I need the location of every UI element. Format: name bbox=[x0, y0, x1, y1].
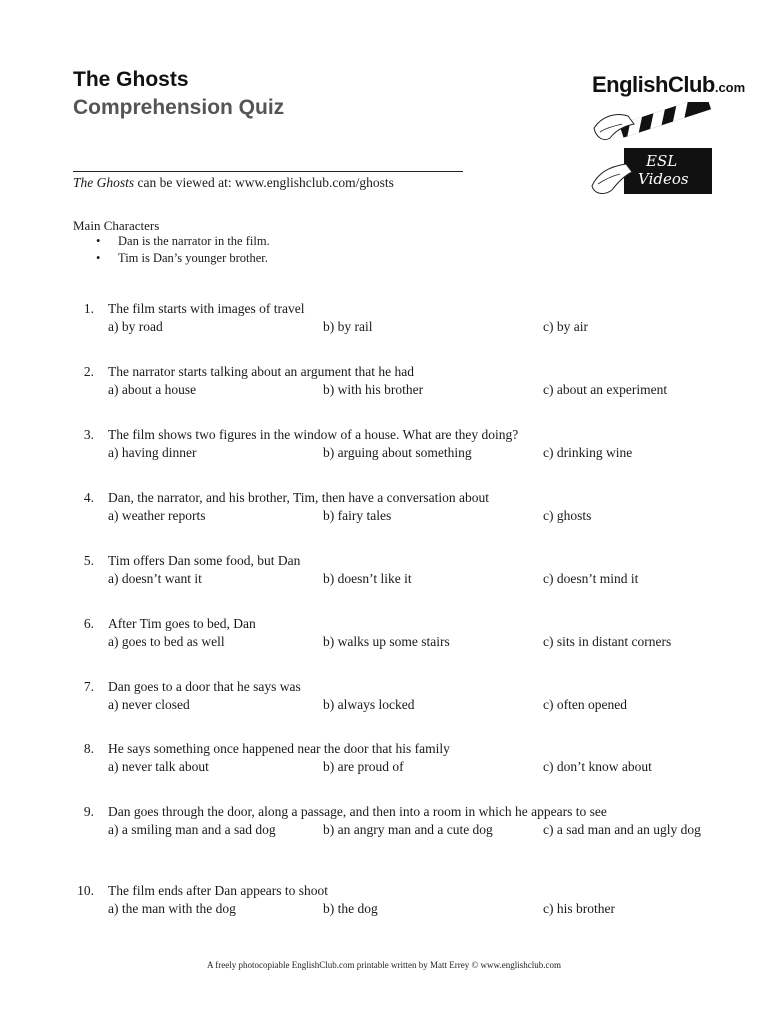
question-number: 6. bbox=[83, 616, 94, 631]
option-c: c) sits in distant corners bbox=[543, 634, 672, 649]
option-b: b) walks up some stairs bbox=[323, 634, 450, 649]
question-stem: Tim offers Dan some food, but Dan bbox=[108, 553, 301, 568]
option-c: c) a sad man and an ugly dog bbox=[543, 822, 701, 837]
option-c: c) his brother bbox=[543, 901, 615, 916]
option-a: a) doesn’t want it bbox=[108, 571, 202, 586]
question-number: 9. bbox=[83, 804, 94, 819]
option-c: c) by air bbox=[543, 319, 588, 334]
option-b: b) fairy tales bbox=[323, 508, 392, 523]
question-stem: Dan goes through the door, along a passage, and then into a room in which he appears to see bbox=[108, 804, 607, 819]
logo-line-1: ESL bbox=[646, 152, 678, 170]
logo-brand: EnglishClub bbox=[592, 72, 715, 97]
question-stem: The film ends after Dan appears to shoot bbox=[108, 883, 329, 898]
option-a: a) a smiling man and a sad dog bbox=[108, 822, 276, 837]
option-c: c) about an experiment bbox=[543, 382, 668, 397]
character-item bbox=[96, 251, 270, 268]
characters-list bbox=[96, 234, 270, 268]
option-b: b) are proud of bbox=[323, 759, 404, 774]
option-c: c) don’t know about bbox=[543, 759, 652, 774]
logo-wordmark bbox=[592, 72, 745, 98]
page-subtitle: Comprehension Quiz bbox=[73, 96, 285, 119]
question-number: 8. bbox=[83, 741, 94, 756]
question-stem: Dan goes to a door that he says was bbox=[108, 679, 301, 694]
question-number: 2. bbox=[83, 364, 94, 379]
option-b: b) an angry man and a cute dog bbox=[323, 822, 493, 837]
englishclub-logo bbox=[588, 72, 746, 198]
option-a: a) the man with the dog bbox=[108, 901, 236, 916]
character-text: Dan is the narrator in the film. bbox=[118, 234, 270, 248]
character-item bbox=[96, 234, 270, 251]
option-b: b) the dog bbox=[323, 901, 378, 916]
option-a: a) never talk about bbox=[108, 759, 209, 774]
header-divider bbox=[73, 171, 463, 172]
option-a: a) by road bbox=[108, 319, 163, 334]
option-c: c) drinking wine bbox=[543, 445, 633, 460]
option-c: c) often opened bbox=[543, 697, 627, 712]
option-b: b) always locked bbox=[323, 697, 415, 712]
question-stem: The film shows two figures in the window of a house. What are they doing? bbox=[108, 427, 519, 442]
viewing-note bbox=[73, 175, 394, 191]
question-stem: After Tim goes to bed, Dan bbox=[108, 616, 256, 631]
question-number: 7. bbox=[83, 679, 94, 694]
question-number: 3. bbox=[83, 427, 94, 442]
option-b: b) by rail bbox=[323, 319, 373, 334]
bullet-icon: • bbox=[96, 251, 101, 265]
page-title: The Ghosts bbox=[73, 68, 189, 91]
question-stem: The narrator starts talking about an argument that he had bbox=[108, 364, 415, 379]
option-a: a) about a house bbox=[108, 382, 197, 397]
question-number: 10. bbox=[77, 883, 94, 898]
characters-heading: Main Characters bbox=[73, 218, 160, 233]
option-b: b) doesn’t like it bbox=[323, 571, 412, 586]
bullet-icon: • bbox=[96, 234, 101, 248]
question-stem: Dan, the narrator, and his brother, Tim, then have a conversation about bbox=[108, 490, 489, 505]
question-stem: He says something once happened near the door that his family bbox=[108, 741, 450, 756]
option-a: a) goes to bed as well bbox=[108, 634, 225, 649]
character-text: Tim is Dan’s younger brother. bbox=[118, 251, 268, 265]
logo-line-2: Videos bbox=[638, 170, 689, 188]
question-number: 5. bbox=[83, 553, 94, 568]
option-b: b) arguing about something bbox=[323, 445, 472, 460]
logo-dotcom: .com bbox=[714, 80, 746, 95]
option-a: a) weather reports bbox=[108, 508, 206, 523]
option-c: c) doesn’t mind it bbox=[543, 571, 639, 586]
question-stem: The film starts with images of travel bbox=[108, 301, 305, 316]
option-b: b) with his brother bbox=[323, 382, 424, 397]
viewing-note-film-title: The Ghosts bbox=[73, 175, 135, 190]
option-a: a) never closed bbox=[108, 697, 190, 712]
footer-credit: A freely photocopiable EnglishClub.com printable written by Matt Errey © www.englishclub.com bbox=[207, 960, 561, 970]
question-number: 1. bbox=[83, 301, 94, 316]
question-number: 4. bbox=[83, 490, 94, 505]
viewing-note-text: can be viewed at: www.englishclub.com/ghosts bbox=[134, 175, 394, 190]
option-c: c) ghosts bbox=[543, 508, 592, 523]
option-a: a) having dinner bbox=[108, 445, 197, 460]
